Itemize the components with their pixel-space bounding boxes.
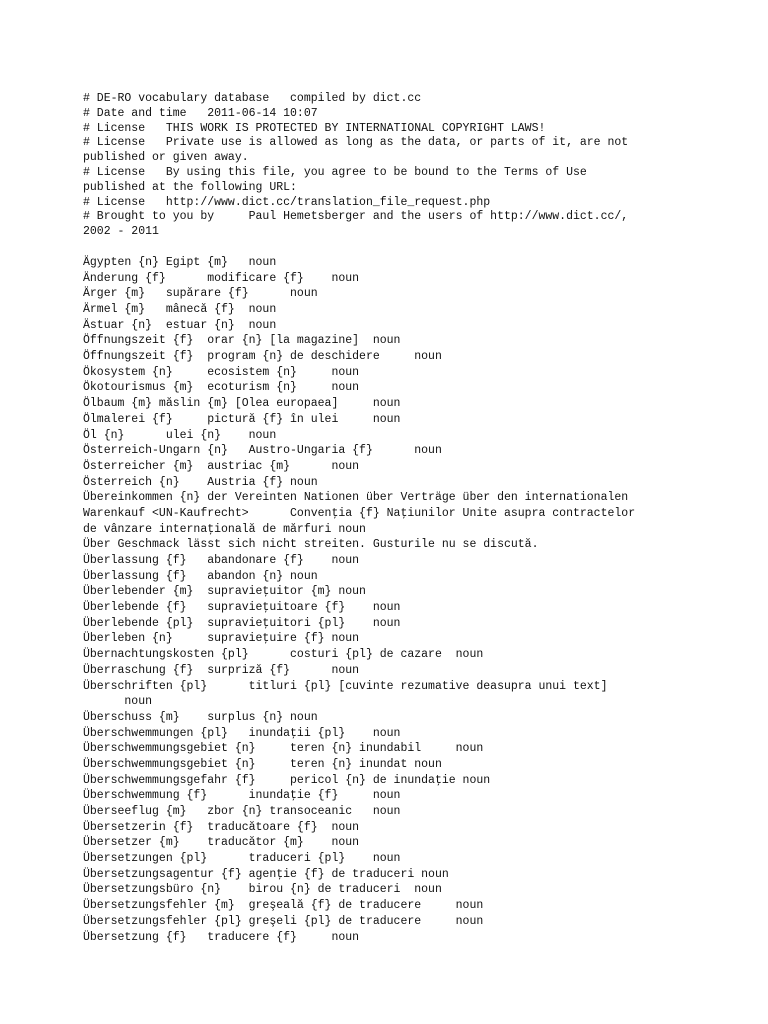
vocabulary-entry: Überseeflug {m} zbor {n} transoceanic noun [83, 805, 401, 819]
vocabulary-entry: noun [83, 695, 153, 709]
header-line: published at the following URL: [83, 180, 297, 194]
vocabulary-entry: Über Geschmack lässt sich nicht streiten. Gusturile nu se discută. [83, 538, 539, 552]
vocabulary-entry: Übereinkommen {n} der Vereinten Nationen über Verträge über den internationalen [83, 491, 629, 505]
header-line: # License THIS WORK IS PROTECTED BY INTERNATIONAL COPYRIGHT LAWS! [83, 121, 546, 135]
vocabulary-entry: Ärger {m} supărare {f} noun [83, 287, 318, 301]
blank-line [83, 240, 753, 255]
vocabulary-entry: Überschuss {m} surplus {n} noun [83, 710, 318, 724]
vocabulary-entry: Übersetzung {f} traducere {f} noun [83, 930, 360, 944]
vocabulary-entry: Warenkauf <UN-Kaufrecht> Convenţia {f} Naţiunilor Unite asupra contractelor [83, 506, 636, 520]
header-line: # Date and time 2011-06-14 10:07 [83, 106, 318, 120]
vocabulary-entry: Überschwemmungsgebiet {n} teren {n} inundabil noun [83, 742, 484, 756]
vocabulary-entry: Übersetzungen {pl} traduceri {pl} noun [83, 852, 401, 866]
vocabulary-entry: Übernachtungskosten {pl} costuri {pl} de cazare noun [83, 648, 484, 662]
vocabulary-entry: Übersetzungsfehler {pl} greşeli {pl} de traducere noun [83, 914, 484, 928]
document-page [83, 92, 753, 945]
vocabulary-entry: Überlebender {m} supravieţuitor {m} noun [83, 585, 366, 599]
vocabulary-entry: Übersetzerin {f} traducătoare {f} noun [83, 820, 360, 834]
vocabulary-entry: Österreicher {m} austriac {m} noun [83, 459, 360, 473]
vocabulary-entry: Überleben {n} supravieţuire {f} noun [83, 632, 360, 646]
vocabulary-entry: Übersetzungsbüro {n} birou {n} de traduceri noun [83, 883, 442, 897]
vocabulary-entry: Ölmalerei {f} pictură {f} în ulei noun [83, 412, 401, 426]
vocabulary-entry: Überschriften {pl} titluri {pl} [cuvinte rezumative deasupra unui text] [83, 679, 608, 693]
vocabulary-entry: Öffnungszeit {f} orar {n} [la magazine] noun [83, 334, 401, 348]
header-line: # License http://www.dict.cc/translation_file_request.php [83, 195, 491, 209]
header-line: # Brought to you by Paul Hemetsberger and the users of http://www.dict.cc/, [83, 210, 629, 224]
header-line: # DE-RO vocabulary database compiled by dict.cc [83, 92, 422, 105]
header-line: published or given away. [83, 151, 249, 165]
vocabulary-entry: Übersetzungsfehler {m} greşeală {f} de traducere noun [83, 899, 484, 913]
vocabulary-entry: Öl {n} ulei {n} noun [83, 428, 277, 442]
file-header [83, 92, 753, 240]
vocabulary-entry: Überlassung {f} abandonare {f} noun [83, 554, 360, 568]
vocabulary-entry: Ärmel {m} mânecă {f} noun [83, 303, 277, 317]
vocabulary-entry: Überschwemmungsgebiet {n} teren {n} inundat noun [83, 757, 442, 771]
vocabulary-list [83, 255, 753, 945]
vocabulary-entry: Ästuar {n} estuar {n} noun [83, 318, 277, 332]
vocabulary-entry: Überschwemmung {f} inundaţie {f} noun [83, 789, 401, 803]
header-line: # License By using this file, you agree to be bound to the Terms of Use [83, 165, 587, 179]
vocabulary-entry: Öffnungszeit {f} program {n} de deschidere noun [83, 350, 442, 364]
vocabulary-entry: Überschwemmungsgefahr {f} pericol {n} de inundaţie noun [83, 773, 491, 787]
vocabulary-entry: Überraschung {f} surpriză {f} noun [83, 663, 360, 677]
header-line: # License Private use is allowed as long as the data, or parts of it, are not [83, 136, 629, 150]
vocabulary-entry: Ökosystem {n} ecosistem {n} noun [83, 365, 360, 379]
vocabulary-entry: Österreich {n} Austria {f} noun [83, 475, 318, 489]
header-line: 2002 - 2011 [83, 225, 159, 239]
vocabulary-entry: Überlassung {f} abandon {n} noun [83, 569, 318, 583]
vocabulary-entry: Änderung {f} modificare {f} noun [83, 271, 360, 285]
vocabulary-entry: Ökotourismus {m} ecoturism {n} noun [83, 381, 360, 395]
vocabulary-entry: Überlebende {pl} supravieţuitori {pl} noun [83, 616, 401, 630]
vocabulary-entry: Ägypten {n} Egipt {m} noun [83, 255, 277, 269]
vocabulary-entry: Ölbaum {m} măslin {m} [Olea europaea] noun [83, 397, 401, 411]
vocabulary-entry: de vânzare internaţională de mărfuri noun [83, 522, 366, 536]
vocabulary-entry: Österreich-Ungarn {n} Austro-Ungaria {f} noun [83, 444, 442, 458]
vocabulary-entry: Überschwemmungen {pl} inundaţii {pl} noun [83, 726, 401, 740]
vocabulary-entry: Übersetzer {m} traducător {m} noun [83, 836, 360, 850]
vocabulary-entry: Übersetzungsagentur {f} agenţie {f} de traduceri noun [83, 867, 449, 881]
vocabulary-entry: Überlebende {f} supravieţuitoare {f} noun [83, 601, 401, 615]
